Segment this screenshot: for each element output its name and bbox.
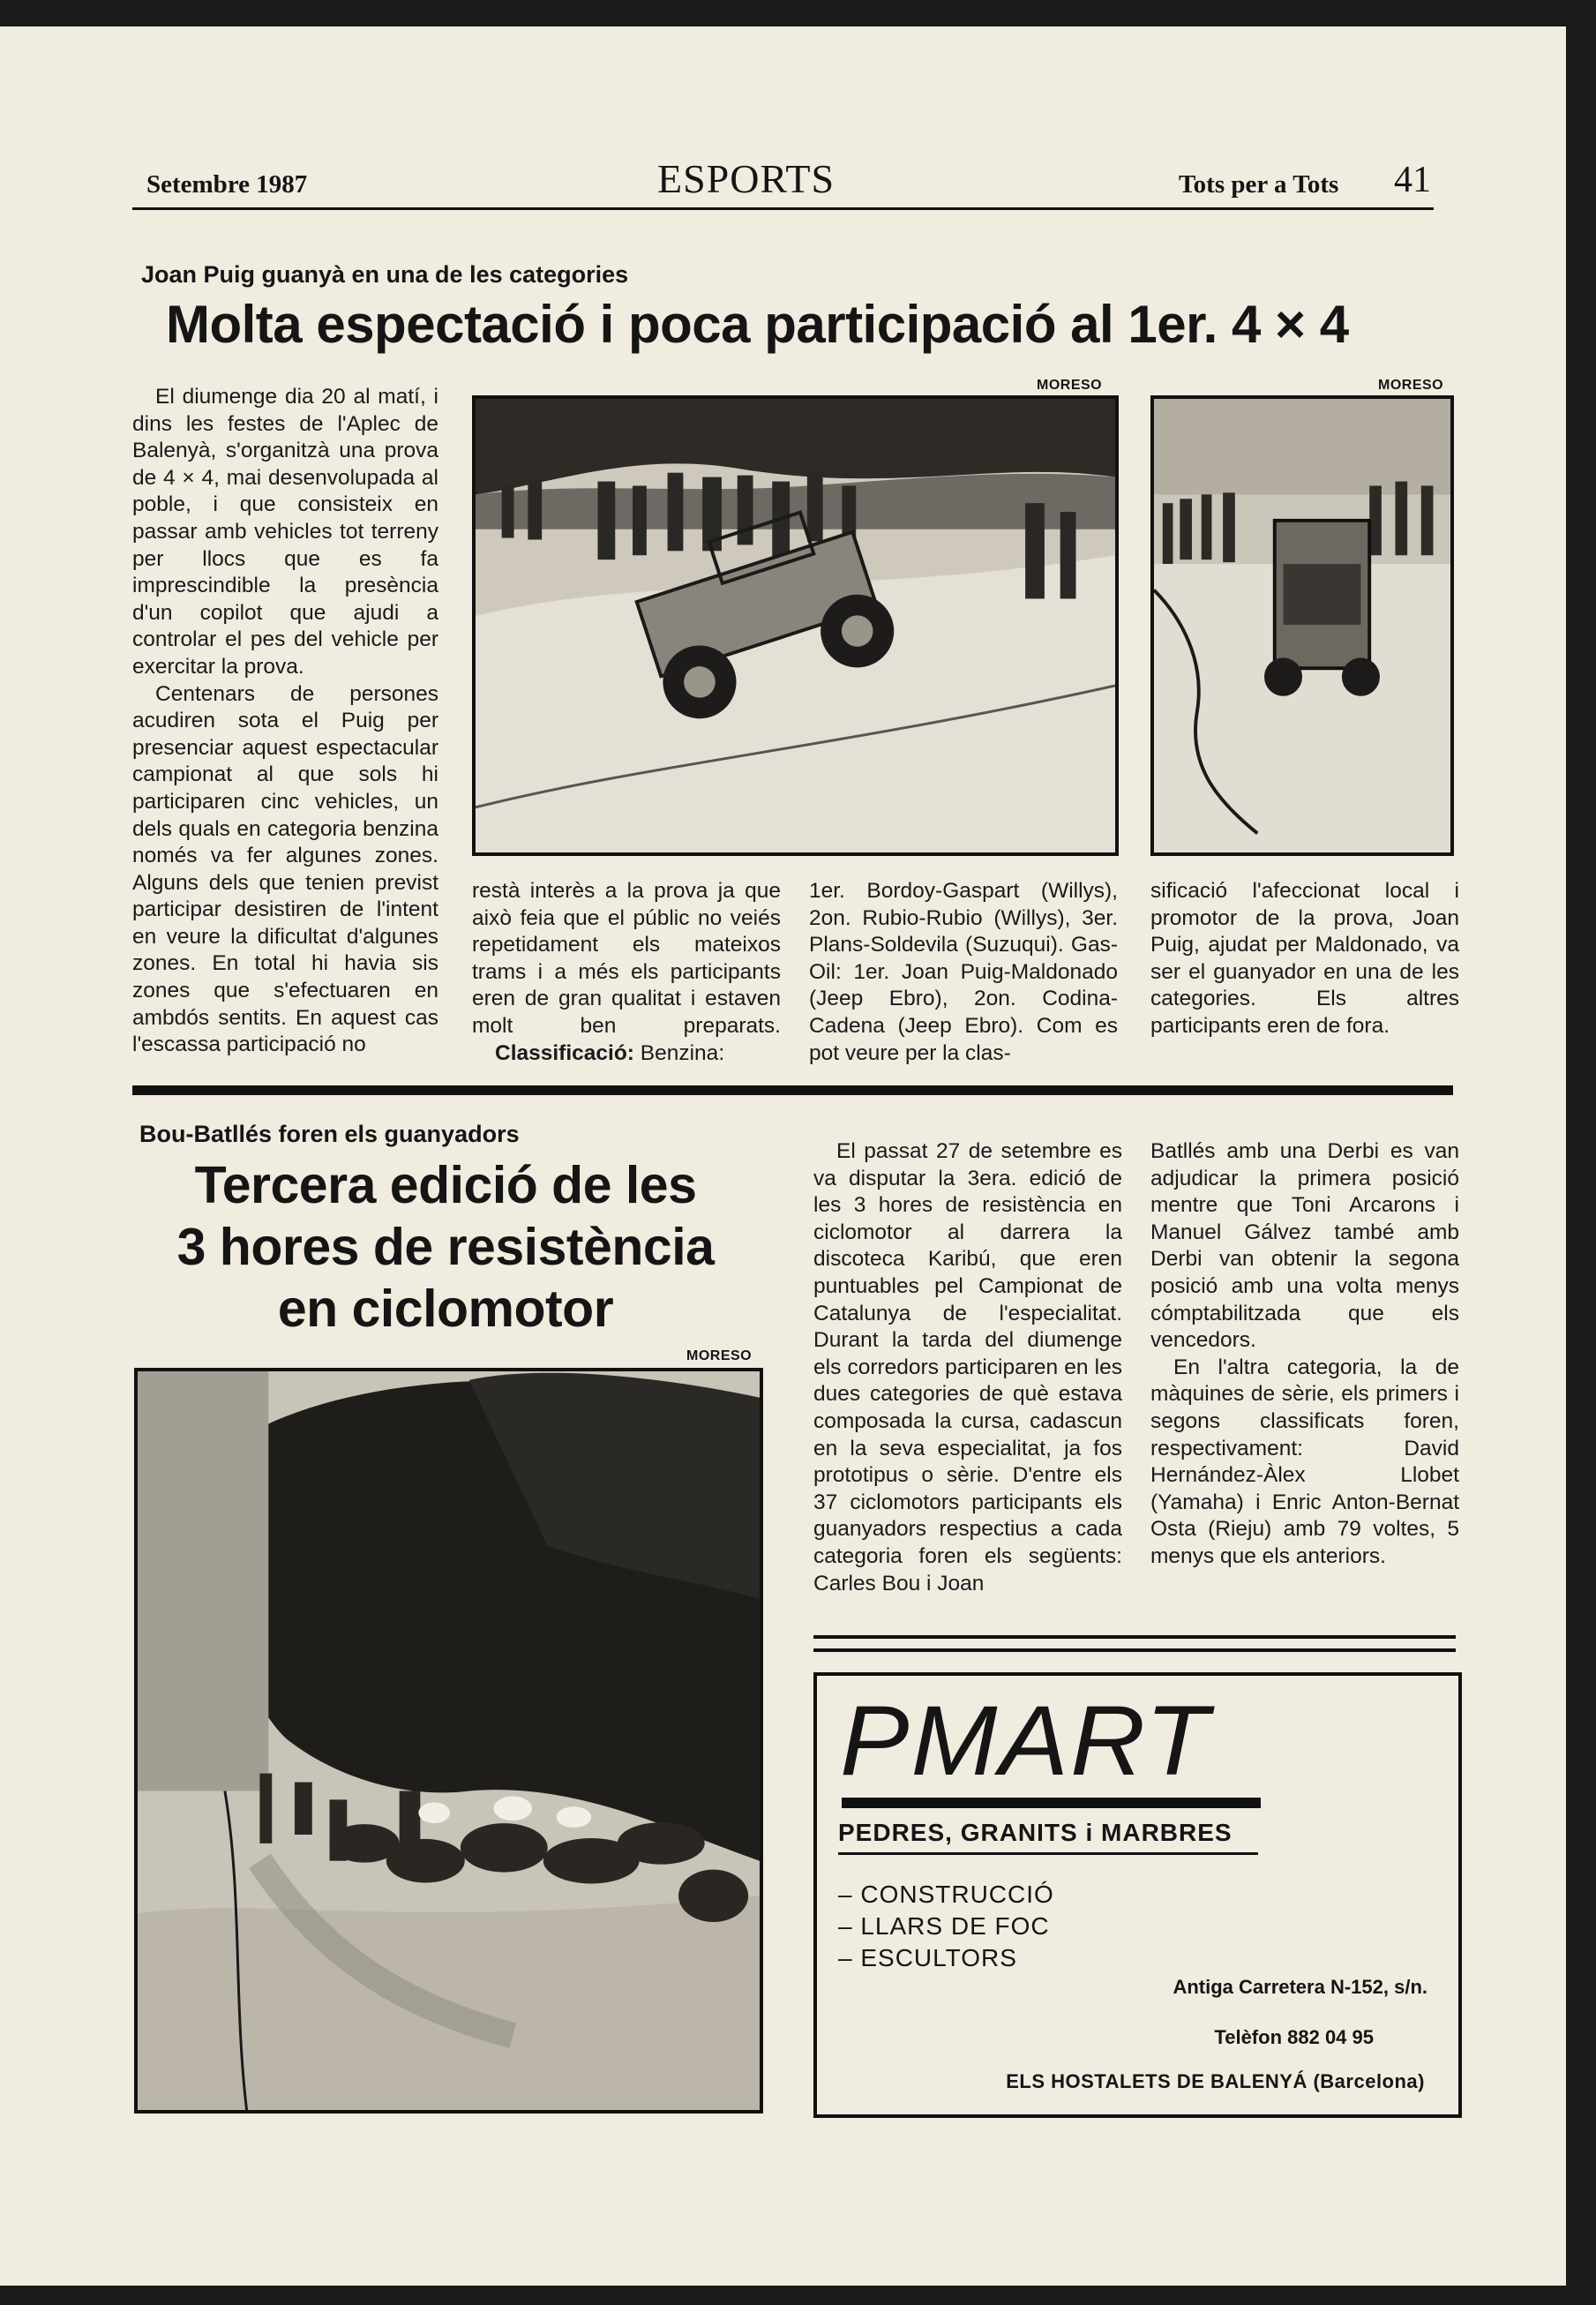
ad-top-rule [813, 1635, 1456, 1639]
article2-paragraph: El passat 27 de setembre es va disputar la 3era. edició de les 3 hores de resistència en ciclomotor al darrera la discoteca Karibú, que eren puntuables pel Campionat de Catalunya de l'especialitat. Durant la tarda del diumenge els corredors participaren en les dues categories de què estava composada la cursa, cadascun en la seva especialitat, ja fos prototipus o sèrie. D'entre els 37 ciclomotors participants els guanyadors respectius a cada categoria foren els següents: Carles Bou i Joan [813, 1139, 1122, 1595]
ad-tagline: PEDRES, GRANITS i MARBRES [838, 1819, 1233, 1846]
classification-label: Classificació: [495, 1040, 634, 1065]
article2-paragraph: Batllés amb una Derbi es van adjudicar la primera posició mentre que Toni Arcarons i Manuel Gálvez també amb Derbi van obtenir la segona posició amb una volta menys cómptabilitzada que els vencedors. [1150, 1139, 1459, 1353]
header-publication: Tots per a Tots [1179, 170, 1339, 199]
moped-race-photo [134, 1368, 763, 2114]
jeep-climbing-photo [472, 395, 1119, 856]
photo1-credit: MORESO [1037, 378, 1103, 393]
ad-address: Antiga Carretera N-152, s/n. [1173, 1976, 1427, 1998]
classification-after: Benzina: [633, 1040, 725, 1065]
article1-column-1 [132, 384, 438, 1059]
article2-column-2 [1150, 1138, 1459, 1571]
article1-paragraph: 1er. Bordoy-Gaspart (Willys), 2on. Rubio-Rubio (Willys), 3er. Plans-Soldevila (Suzuqui). Gas-Oil: 1er. Joan Puig-Maldonado (Jeep Ebro), 2on. Codina-Cadena (Jeep Ebro). Com es pot veure per la clas- [809, 879, 1118, 1065]
article1-kicker: Joan Puig guanyà en una de les categories [141, 261, 629, 288]
header-date: Setembre 1987 [146, 170, 308, 199]
article2-paragraph: En l'altra categoria, la de màquines de sèrie, els primers i segons classificats foren, respectivament: David Hernández-Àlex Llobet (Yamaha) i Enric Anton-Bernat Osta (Rieju) amb 79 voltes, 5 menys que els anteriors. [1150, 1355, 1459, 1568]
article1-paragraph: Centenars de persones acudiren sota el Puig per presenciar aquest espectacular campionat al que sols hi participaren cinc vehicles, un dels quals en categoria benzina només va fer algunes zones. Alguns dels que tenien previst participar desistiren de l'intent en veure la dificultat d'algunes zones. En total hi havia sis zones que s'efectuaren en ambdós sentits. En aquest cas l'escassa participació no [132, 681, 438, 1057]
photo2-credit: MORESO [1378, 378, 1444, 393]
article1-paragraph: sificació l'afeccionat local i promotor de la prova, Joan Puig, ajudat per Maldonado, va ser el guanyador en una de les categories. Els altres participants eren de fora. [1150, 879, 1459, 1038]
article1-column-3 [809, 878, 1118, 1067]
pmart-advertisement [813, 1672, 1462, 2118]
ad-phone: Telèfon 882 04 95 [1214, 2026, 1374, 2048]
ad-city: ELS HOSTALETS DE BALENYÁ (Barcelona) [1006, 2070, 1425, 2092]
article2-column-1 [813, 1138, 1122, 1597]
article2-kicker: Bou-Batllés foren els guanyadors [139, 1121, 520, 1147]
article2-headline-line: Tercera edició de les [194, 1156, 697, 1214]
section-title: ESPORTS [657, 156, 835, 201]
article2-headline-line: 3 hores de resistència [176, 1218, 715, 1276]
ad-service-item: – CONSTRUCCIÓ [838, 1881, 1054, 1908]
article1-column-2 [472, 878, 781, 1067]
section-divider [132, 1085, 1453, 1095]
page-number: 41 [1394, 160, 1431, 200]
article2-headline [132, 1154, 759, 1340]
ad-logo-bar [842, 1798, 1261, 1808]
article1-paragraph: El diumenge dia 20 al matí, i dins les festes de l'Aplec de Balenyà, s'organitzà una prova de 4 × 4, mai desenvolupada al poble, i que consisteix en passar amb vehicles tot terreny per llocs que es fa imprescindible la presència d'un copilot que ajudi a controlar el pes del vehicle per exercitar la prova. [132, 385, 438, 679]
ad-services-list [838, 1879, 1054, 1974]
article1-headline: Molta espectació i poca participació al 1er. 4 × 4 [166, 295, 1349, 354]
ad-tagline-underline [838, 1852, 1258, 1855]
ad-top-rule-2 [813, 1648, 1456, 1652]
article2-headline-line: en ciclomotor [277, 1280, 614, 1338]
jeep-front-photo [1150, 395, 1454, 856]
article1-column-4 [1150, 878, 1459, 1040]
ad-service-item: – ESCULTORS [838, 1944, 1017, 1971]
ad-brand-logo: PMART [840, 1686, 1210, 1796]
ad-service-item: – LLARS DE FOC [838, 1912, 1050, 1940]
header-rule [132, 207, 1434, 210]
article1-paragraph: restà interès a la prova ja que això feia que el públic no veiés repetidament els mateixos trams i a més els participants eren de gran qualitat i estaven molt ben preparats. [472, 879, 781, 1038]
photo3-credit: MORESO [686, 1348, 753, 1363]
